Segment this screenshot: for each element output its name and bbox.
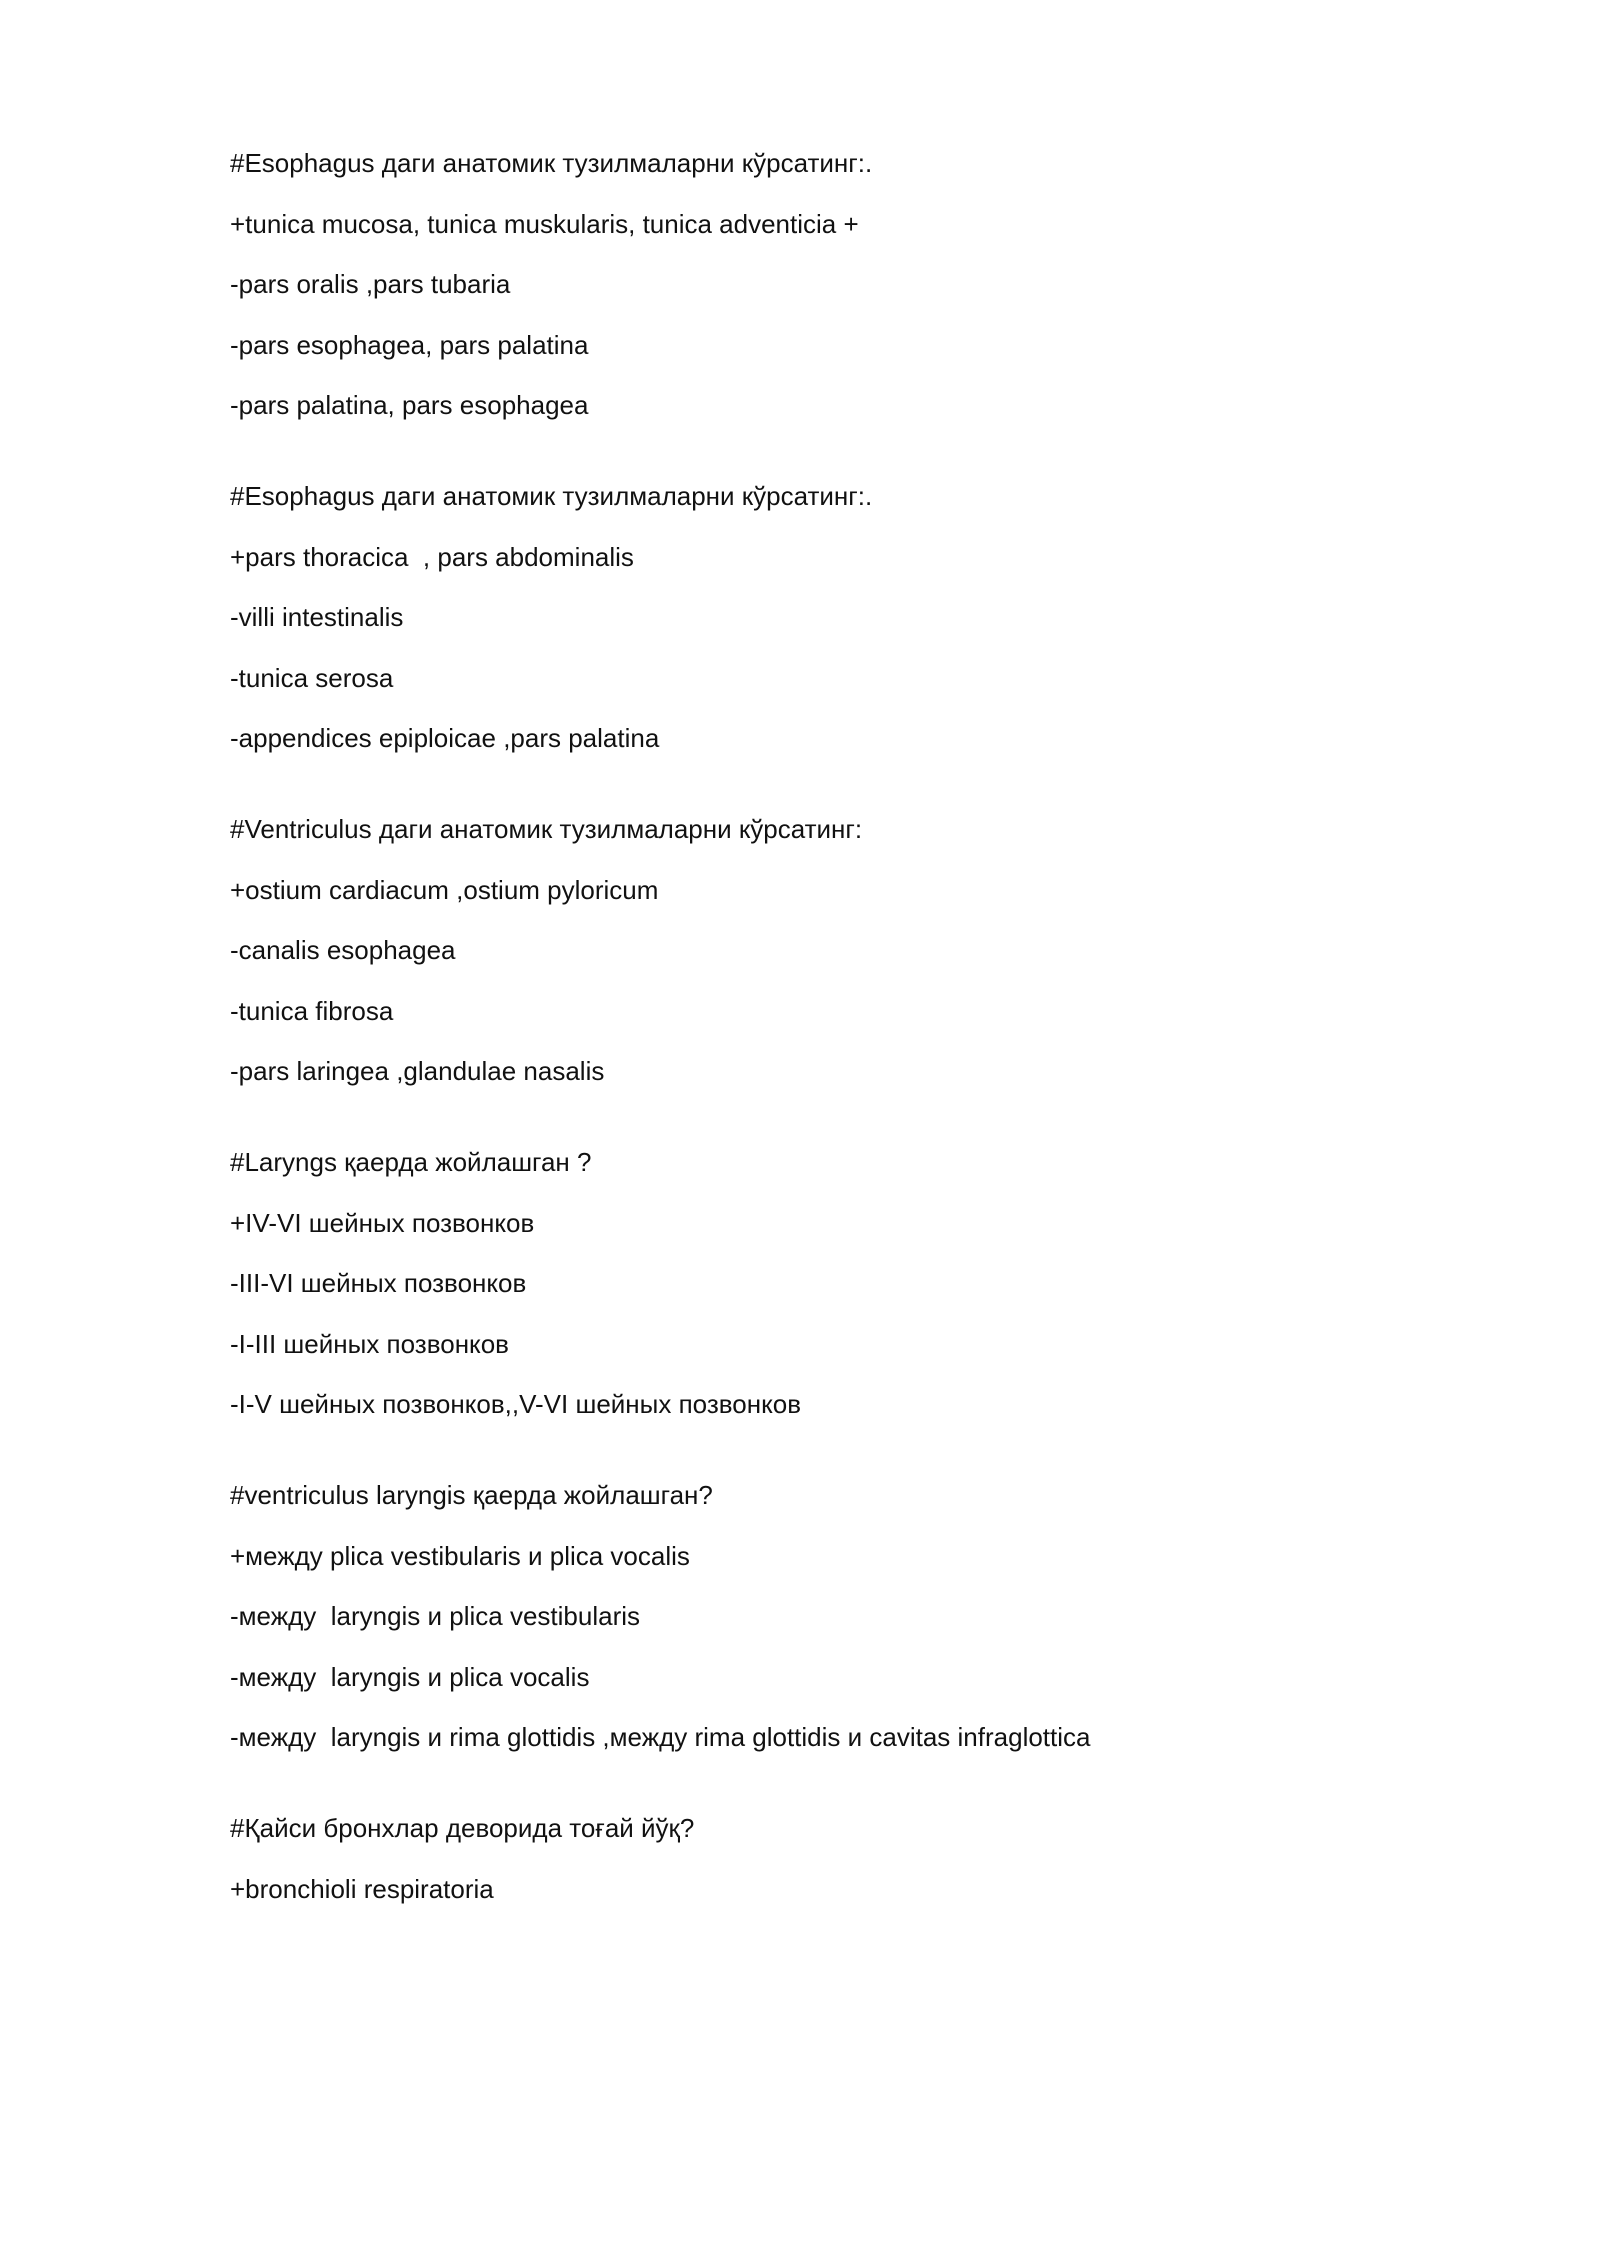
answer-option: -III-VI шейных позвонков bbox=[230, 1268, 527, 1298]
question-block-4 bbox=[230, 1147, 1480, 1419]
answer-option: -tunica serosa bbox=[230, 662, 394, 693]
answer-option: -I-III шейных позвонков bbox=[230, 1328, 509, 1359]
question-block-5 bbox=[230, 1480, 1480, 1752]
question-text: #Ventriculus даги анатомик тузилмаларни кўрсатинг: bbox=[230, 814, 863, 844]
question-text: #Esophagus даги анатомик тузилмаларни кўрсатинг:. bbox=[230, 148, 873, 178]
question-text: #ventriculus laryngis қаерда жойлашган? bbox=[230, 1480, 713, 1510]
answer-option: +tunica mucosa, tunica muskularis, tunica adventicia + bbox=[230, 208, 859, 239]
answer-option: -I-V шейных позвонков,,V-VI шейных позвонков bbox=[230, 1389, 802, 1419]
question-text: #Laryngs қаерда жойлашган ? bbox=[230, 1147, 592, 1177]
answer-option: -pars oralis ,pars tubaria bbox=[230, 269, 511, 299]
question-block-2 bbox=[230, 481, 1480, 753]
answer-option: -pars palatina, pars esophagea bbox=[230, 390, 589, 420]
answer-option: -pars esophagea, pars palatina bbox=[230, 329, 589, 360]
question-text: #Esophagus даги анатомик тузилмаларни кўрсатинг:. bbox=[230, 481, 873, 511]
answer-option: -appendices epiploicae ,pars palatina bbox=[230, 723, 660, 753]
answer-option: -между laryngis и rima glottidis ,между rima glottidis и cavitas infraglottica bbox=[230, 1722, 1091, 1752]
question-block-6 bbox=[230, 1813, 1480, 1904]
question-block-1 bbox=[230, 148, 1480, 420]
answer-option: -canalis esophagea bbox=[230, 935, 456, 965]
answer-option: -tunica fibrosa bbox=[230, 995, 394, 1026]
answer-option: -pars laringea ,glandulae nasalis bbox=[230, 1056, 605, 1086]
answer-option: +между plica vestibularis и plica vocalis bbox=[230, 1540, 690, 1571]
answer-option: +IV-VI шейных позвонков bbox=[230, 1207, 535, 1238]
answer-option: -между laryngis и plica vocalis bbox=[230, 1661, 590, 1692]
question-text: #Қайси бронхлар деворида тоғай йўқ? bbox=[230, 1813, 695, 1843]
document-page bbox=[230, 148, 1480, 1965]
answer-option: -villi intestinalis bbox=[230, 602, 404, 632]
answer-option: +ostium cardiacum ,ostium pyloricum bbox=[230, 874, 659, 905]
answer-option: +bronchioli respiratoria bbox=[230, 1873, 494, 1904]
question-block-3 bbox=[230, 814, 1480, 1086]
answer-option: +pars thoracica , pars abdominalis bbox=[230, 541, 634, 572]
answer-option: -между laryngis и plica vestibularis bbox=[230, 1601, 641, 1631]
